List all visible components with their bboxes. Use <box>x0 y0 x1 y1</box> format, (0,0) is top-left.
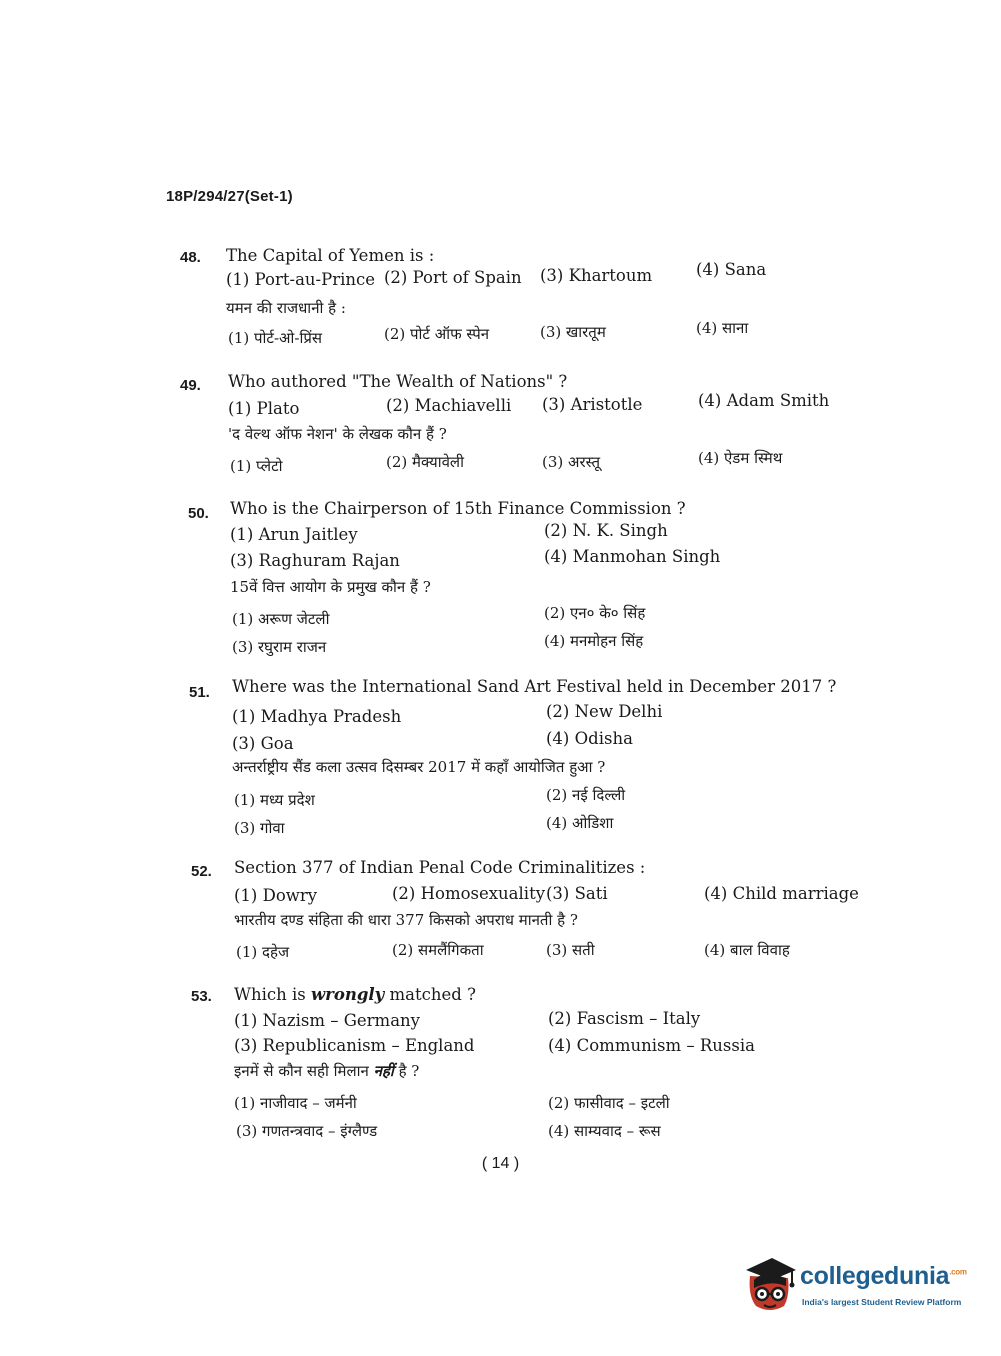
question-text-hi: 'द वेल्थ ऑफ नेशन' के लेखक कौन हैं ? <box>228 425 447 443</box>
option-en-1: (1) Arun Jaitley <box>230 525 358 544</box>
question-text-en: Where was the International Sand Art Festival held in December 2017 ? <box>232 677 837 696</box>
question-number: 49. <box>180 377 201 394</box>
option-hi-4: (4) साना <box>696 319 749 337</box>
collegedunia-logo[interactable] <box>742 1252 972 1318</box>
option-en-4: (4) Sana <box>696 260 767 279</box>
question-number: 52. <box>191 863 212 880</box>
option-hi-2: (2) मैक्यावेली <box>386 453 464 471</box>
option-en-1: (1) Dowry <box>234 886 318 905</box>
question-text-en: Section 377 of Indian Penal Code Criminalitizes : <box>234 858 646 877</box>
paper-code: 18P/294/27(Set-1) <box>166 188 293 205</box>
option-en-1: (1) Madhya Pradesh <box>232 707 402 726</box>
question-text-hi: यमन की राजधानी है : <box>226 299 346 317</box>
option-en-2: (2) New Delhi <box>546 702 663 721</box>
option-hi-1: (1) पोर्ट-ओ-प्रिंस <box>228 329 323 347</box>
option-en-1: (1) Plato <box>228 399 300 418</box>
option-hi-2: (2) नई दिल्ली <box>546 786 626 804</box>
option-hi-1: (1) प्लेटो <box>230 457 283 475</box>
option-hi-1: (1) नाजीवाद – जर्मनी <box>234 1094 357 1112</box>
option-en-2: (2) Port of Spain <box>384 268 522 287</box>
option-en-2: (2) Machiavelli <box>386 396 512 415</box>
option-hi-3: (3) रघुराम राजन <box>232 638 327 656</box>
option-hi-3: (3) अरस्तू <box>542 453 600 471</box>
option-en-3: (3) Raghuram Rajan <box>230 551 400 570</box>
option-en-4: (4) Child marriage <box>704 884 859 903</box>
option-en-2: (2) Fascism – Italy <box>548 1009 701 1028</box>
question-text-hi: भारतीय दण्ड संहिता की धारा 377 किसको अपराध मानती है ? <box>234 911 578 929</box>
option-hi-2: (2) पोर्ट ऑफ स्पेन <box>384 325 490 343</box>
option-en-3: (3) Goa <box>232 734 294 753</box>
logo-tagline: India's largest Student Review Platform <box>802 1297 962 1307</box>
option-hi-1: (1) दहेज <box>236 943 290 961</box>
option-en-4: (4) Manmohan Singh <box>544 547 721 566</box>
option-en-4: (4) Adam Smith <box>698 391 830 410</box>
question-text-en: Which is wrongly matched ? <box>234 985 476 1004</box>
option-en-3: (3) Sati <box>546 884 608 903</box>
option-hi-1: (1) अरूण जेटली <box>232 610 330 628</box>
option-hi-4: (4) मनमोहन सिंह <box>544 632 644 650</box>
question-number: 48. <box>180 249 201 266</box>
emphasis: नहीं <box>373 1062 394 1080</box>
page-number: ( 14 ) <box>481 1155 520 1172</box>
question-text-hi: 15वें वित्त आयोग के प्रमुख कौन हैं ? <box>230 578 431 596</box>
option-en-3: (3) Republicanism – England <box>234 1036 475 1055</box>
option-hi-4: (4) ओडिशा <box>546 814 614 832</box>
student-mascot-icon <box>742 1256 798 1314</box>
option-en-3: (3) Aristotle <box>542 395 643 414</box>
option-en-4: (4) Odisha <box>546 729 633 748</box>
option-hi-2: (2) एन० के० सिंह <box>544 604 646 622</box>
option-en-4: (4) Communism – Russia <box>548 1036 755 1055</box>
logo-wordmark: collegedunia$^{.com}$ <box>800 1262 967 1290</box>
question-number: 51. <box>189 684 210 701</box>
option-hi-4: (4) ऐडम स्मिथ <box>698 449 783 467</box>
question-text-en: Who authored "The Wealth of Nations" ? <box>228 372 568 391</box>
option-en-1: (1) Port-au-Prince <box>226 270 376 289</box>
option-en-3: (3) Khartoum <box>540 266 653 285</box>
option-hi-1: (1) मध्य प्रदेश <box>234 791 315 809</box>
option-hi-3: (3) सती <box>546 941 595 959</box>
option-hi-3: (3) खारतूम <box>540 323 606 341</box>
question-text-hi: अन्तर्राष्ट्रीय सैंड कला उत्सव दिसम्बर 2017 में कहाँ आयोजित हुआ ? <box>232 758 606 776</box>
question-text-hi: इनमें से कौन सही मिलान नहीं है ? <box>234 1062 420 1080</box>
option-hi-3: (3) गोवा <box>234 819 285 837</box>
option-hi-4: (4) बाल विवाह <box>704 941 790 959</box>
question-text-en: The Capital of Yemen is : <box>226 246 435 265</box>
question-number: 53. <box>191 988 212 1005</box>
emphasis: wrongly <box>310 985 385 1004</box>
option-en-2: (2) N. K. Singh <box>544 521 668 540</box>
question-number: 50. <box>188 505 209 522</box>
option-hi-2: (2) फासीवाद – इटली <box>548 1094 670 1112</box>
option-hi-4: (4) साम्यवाद – रूस <box>548 1122 661 1140</box>
option-en-2: (2) Homosexuality <box>392 884 546 903</box>
option-hi-2: (2) समलैंगिकता <box>392 941 484 959</box>
question-text-en: Who is the Chairperson of 15th Finance Commission ? <box>230 499 686 518</box>
option-hi-3: (3) गणतन्त्रवाद – इंग्लैण्ड <box>236 1122 378 1140</box>
option-en-1: (1) Nazism – Germany <box>234 1011 420 1030</box>
